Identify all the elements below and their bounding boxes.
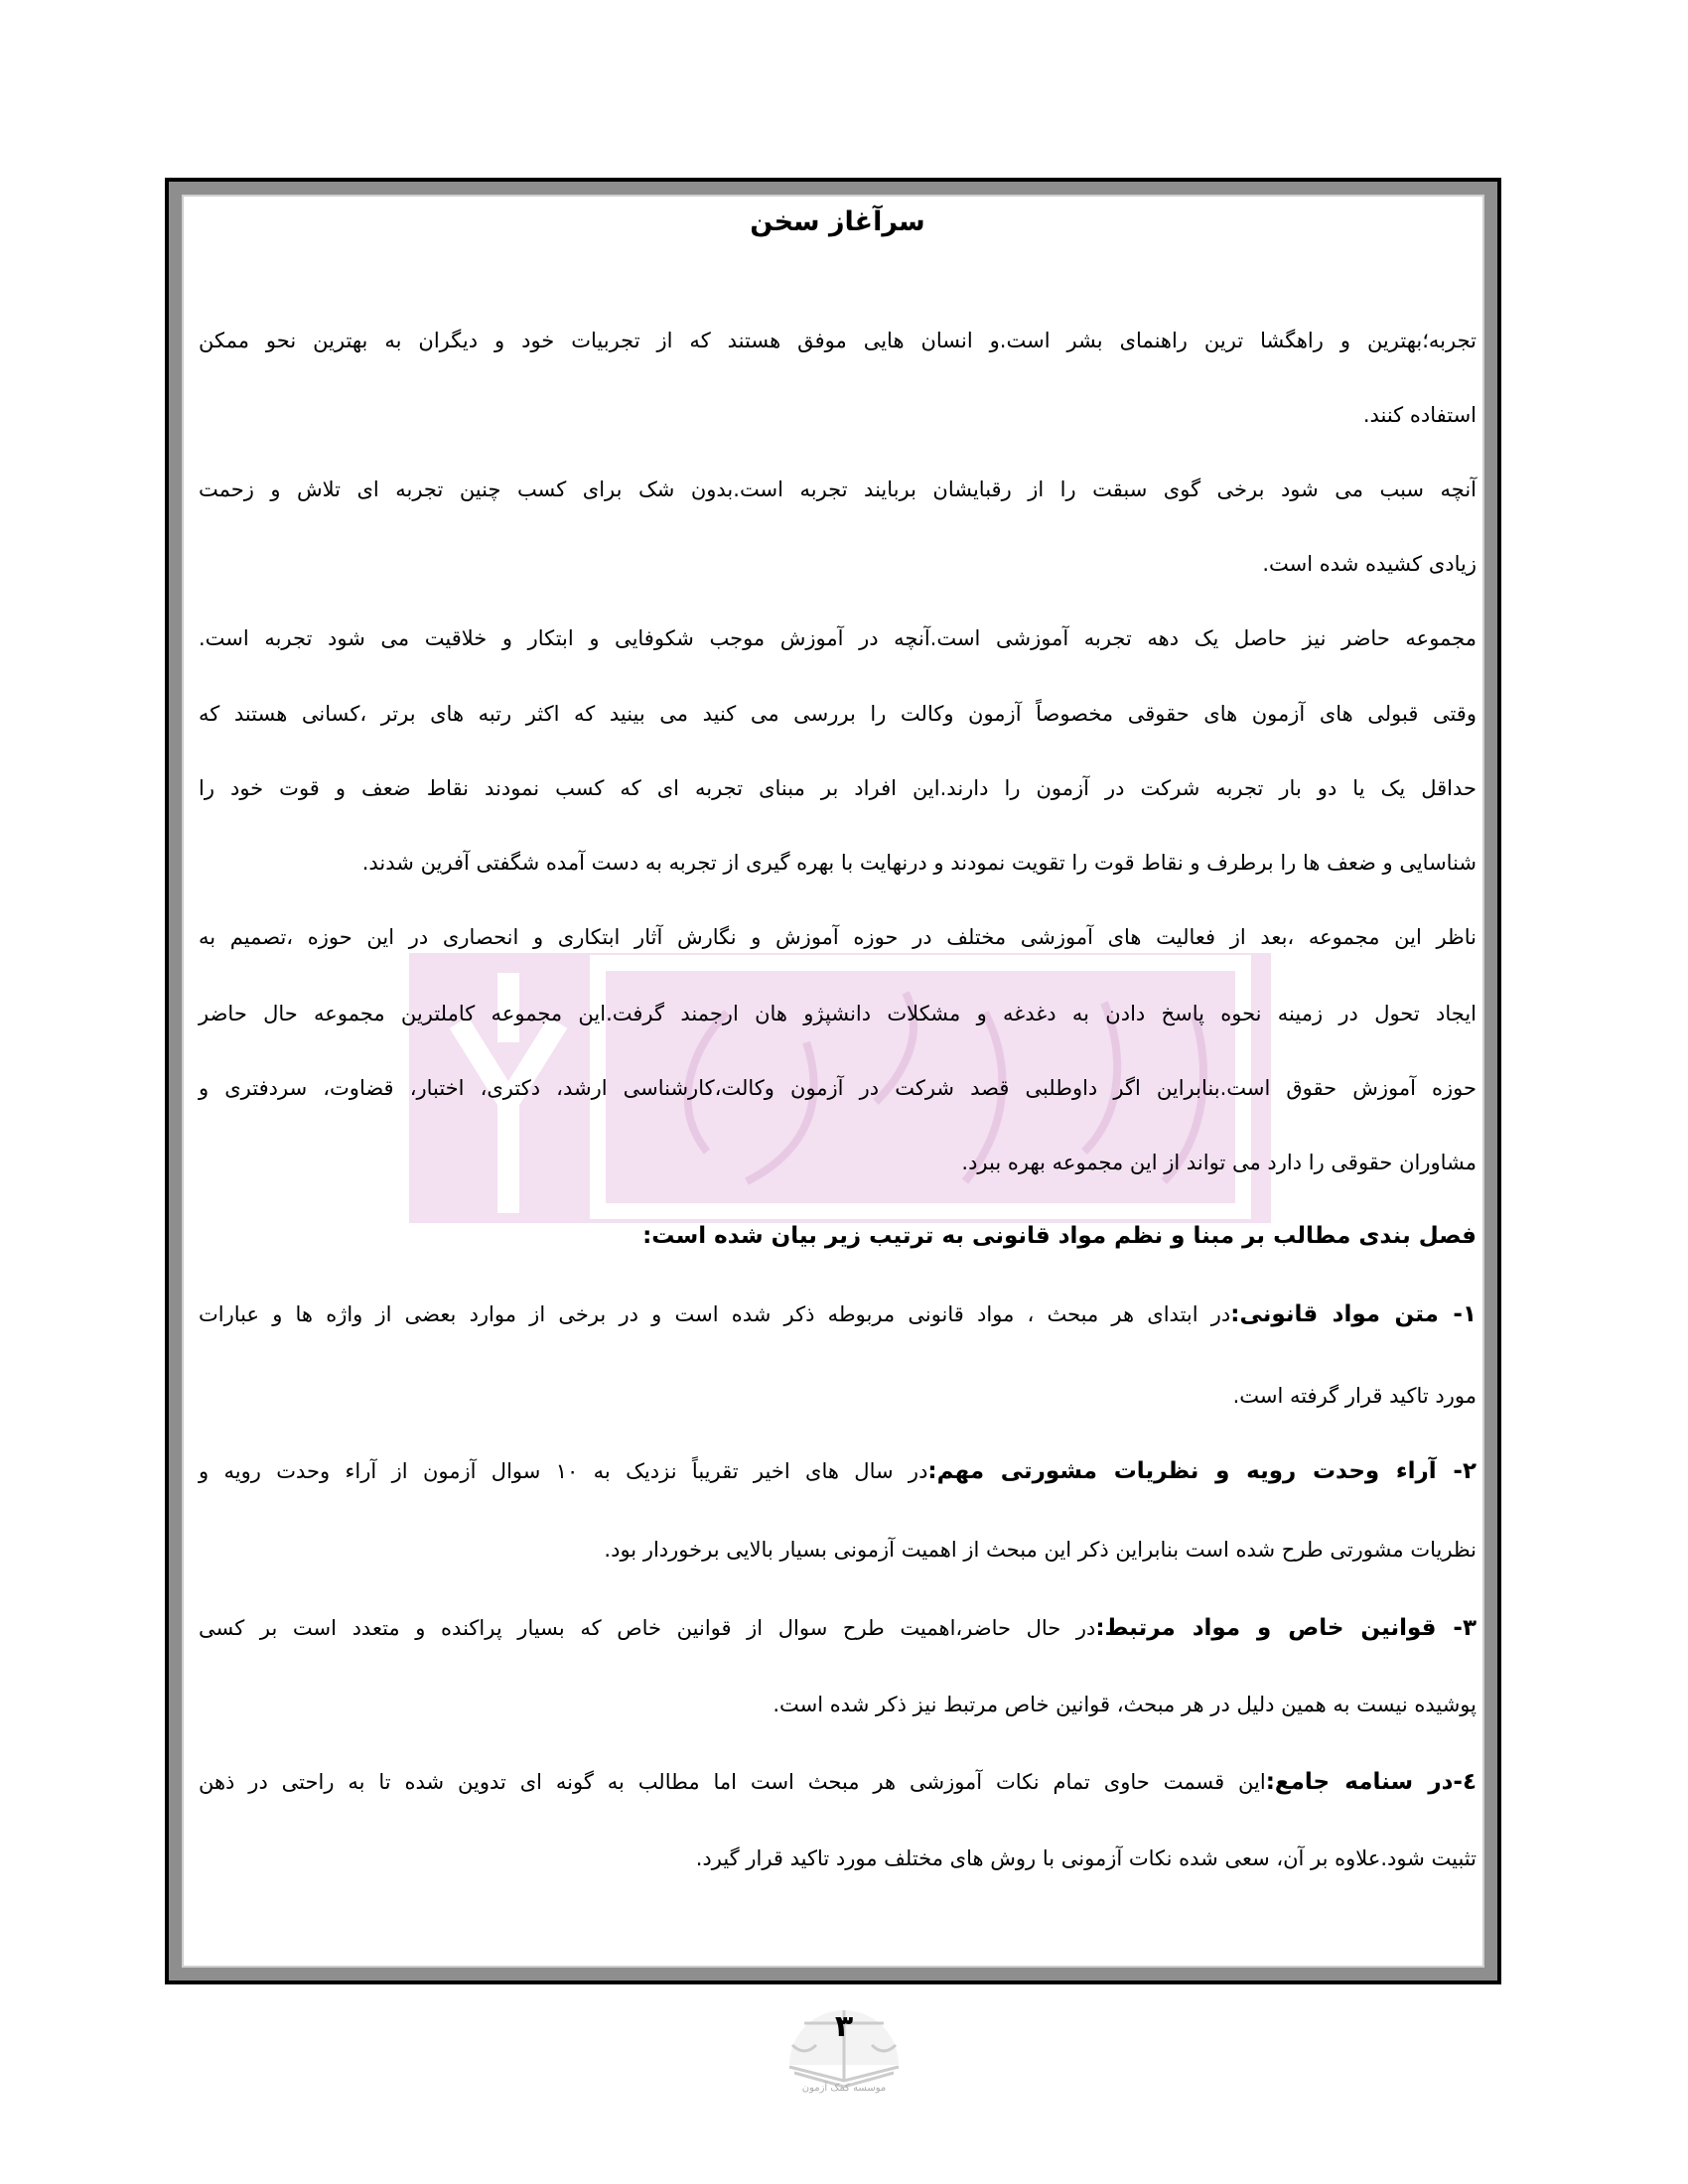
text-line [199, 1765, 1477, 1799]
text-line [199, 997, 1477, 1030]
text-line [199, 1379, 1477, 1413]
line-text: شناسایی و ضعف ها را برطرف و نقاط قوت را تقویت نمودند و درنهایت با بهره گیری از تجربه به دست آمده شگفتی آفرین شدند. [361, 851, 1477, 875]
text-line [199, 1533, 1477, 1567]
page-title: سرآغاز سخن [750, 206, 925, 237]
bold-heading: ۲- آراء وحدت رویه و نظریات مشورتی مهم: [927, 1458, 1477, 1484]
line-text: در ابتدای هر مبحث ، مواد قانونی مربوطه ذکر شده است و در برخی از موارد بعضی از واژه ها و عبارات [199, 1302, 1231, 1326]
line-text: این قسمت حاوی تمام نکات آموزشی هر مبحث است اما مطالب به گونه ای تدوین شده تا به راحتی در ذهن [199, 1770, 1266, 1794]
line-text: مجموعه حاضر نیز حاصل یک دهه تجربه آموزشی است.آنچه در آموزش موجب شکوفایی و ابتکار و خلاقیت می شود تجربه است. [199, 626, 1477, 650]
text-line [199, 1146, 1477, 1179]
line-text: پوشیده نیست به همین دلیل در هر مبحث، قوانین خاص مرتبط نیز ذکر شده است. [773, 1693, 1477, 1716]
bold-heading: فصل بندی مطالب بر مبنا و نظم مواد قانونی به ترتیب زیر بیان شده است: [642, 1223, 1477, 1249]
text-line [199, 1454, 1477, 1488]
text-line [199, 324, 1477, 357]
text-line [199, 621, 1477, 655]
line-text: تجربه؛بهترین و راهگشا ترین راهنمای بشر است.و انسان هایی موفق هستند که از تجربیات خود و دیگران به بهترین نحو ممکن [199, 329, 1477, 352]
text-line [199, 920, 1477, 954]
text-line [199, 846, 1477, 880]
text-line [199, 398, 1477, 432]
line-text: مشاوران حقوقی را دارد می تواند از این مجموعه بهره ببرد. [961, 1151, 1477, 1174]
text-line [199, 697, 1477, 731]
page-number: ۳ [834, 2009, 854, 2044]
text-line [199, 1297, 1477, 1331]
text-line [199, 1219, 1477, 1253]
line-text: در سال های اخیر تقریباً نزدیک به ۱۰ سوال آزمون از آراء وحدت رویه و [199, 1459, 928, 1483]
text-line [199, 473, 1477, 506]
bold-heading: ٤-در سنامه جامع: [1265, 1769, 1477, 1795]
bold-heading: ۳- قوانین خاص و مواد مرتبط: [1095, 1615, 1477, 1641]
text-line [199, 771, 1477, 805]
bold-heading: ۱- متن مواد قانونی: [1230, 1301, 1477, 1327]
line-text: حوزه آموزش حقوق است.بنابراین اگر داوطلبی قصد شرکت در آزمون وکالت،کارشناسی ارشد، دکتری، اختبار، قضاوت، سردفتری و [199, 1076, 1477, 1100]
text-line [199, 547, 1477, 581]
line-text: آنچه سبب می شود برخی گوی سبقت را از رقبایشان بربایند تجربه است.بدون شک برای کسب چنین تجربه ای تلاش و زحمت [199, 478, 1477, 501]
line-text: ایجاد تحول در زمینه نحوه پاسخ دادن به دغدغه و مشکلات دانشپژو هان ارجمند گرفت.این مجموعه کاملترین مجموعه حال حاضر [199, 1002, 1477, 1025]
line-text: مورد تاکید قرار گرفته است. [1232, 1384, 1477, 1408]
line-text: تثبیت شود.علاوه بر آن، سعی شده نکات آزمونی با روش های مختلف مورد تاکید قرار گیرد. [695, 1846, 1477, 1870]
line-text: حداقل یک یا دو بار تجربه شرکت در آزمون را دارند.این افراد بر مبنای تجربه ای که کسب نمودند نقاط ضعف و قوت خود را [199, 776, 1477, 800]
text-line [199, 1611, 1477, 1645]
line-text: نظریات مشورتی طرح شده است بنابراین ذکر این مبحث از اهمیت آزمونی بسیار بالایی برخوردار بود. [604, 1538, 1477, 1562]
line-text: وقتی قبولی های آزمون های حقوقی مخصوصاً آزمون وکالت را بررسی می کنید می بینید که اکثر رتبه های برتر ،کسانی هستند که [199, 702, 1477, 726]
text-line [199, 1071, 1477, 1105]
line-text: استفاده کنند. [1362, 403, 1477, 427]
text-line [199, 1842, 1477, 1875]
line-text: ناظر این مجموعه ،بعد از فعالیت های آموزشی مختلف در حوزه آموزش و نگارش آثار ابتکاری و انحصاری در این حوزه ،تصمیم به [199, 925, 1477, 949]
text-line [199, 1688, 1477, 1721]
line-text: در حال حاضر،اهمیت طرح سوال از قوانین خاص که بسیار پراکنده و متعدد است بر کسی [199, 1616, 1096, 1640]
line-text: زیادی کشیده شده است. [1262, 552, 1477, 576]
logo-caption: موسسه کمک آزمون [801, 2083, 887, 2094]
